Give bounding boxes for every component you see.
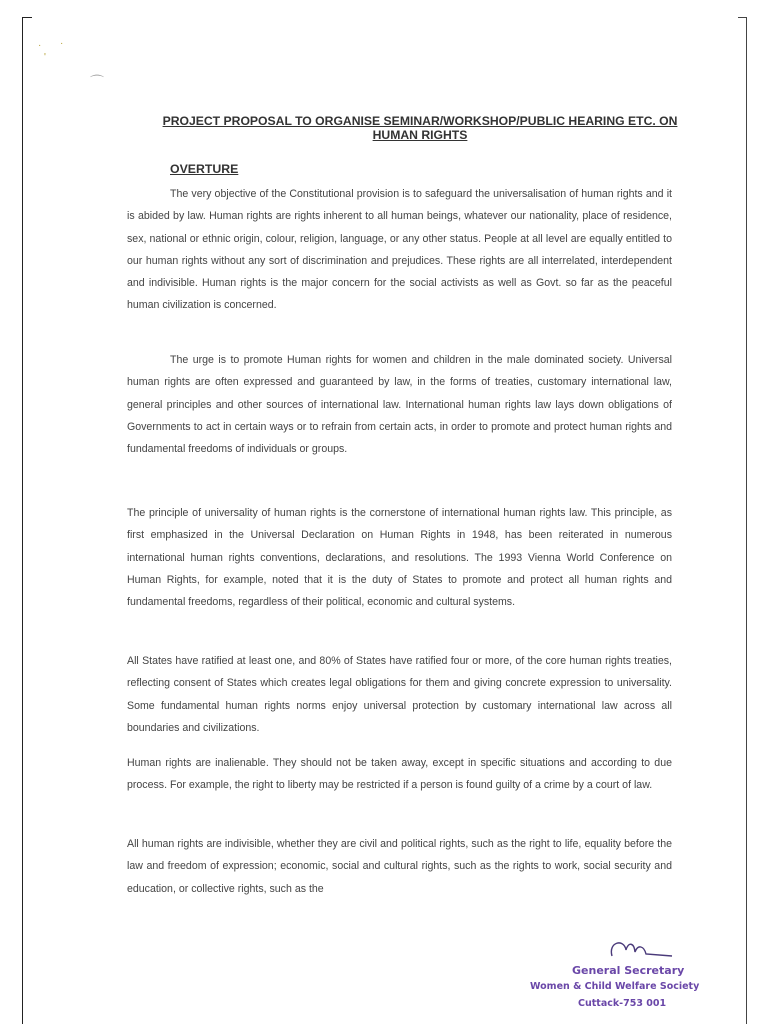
page-edge-right [746,17,747,1024]
paragraph-4: All States have ratified at least one, and 80% of States have ratified four or more, of the core human rights treaties, reflecting consent of States which creates legal obligations for them and giving concrete expression to universality. Some fundamental human rights norms enjoy universal protection by customary international law across all boundaries and civilizations. [127,655,672,734]
page-edge-left [22,17,23,1024]
paragraph-5: Human rights are inalienable. They should not be taken away, except in specific situations and according to due process. For example, the right to liberty may be restricted if a person is found guilty of a crime by a court of law. [127,757,672,792]
section-heading: OVERTURE [170,162,239,176]
scan-speck: ' [44,52,46,63]
scan-speck: · [60,38,64,49]
stamp-line-3: Cuttack-753 001 [578,998,667,1009]
page-edge-top [22,17,32,18]
stamp-line-1: General Secretary [572,964,685,977]
document-title: PROJECT PROPOSAL TO ORGANISE SEMINAR/WORKSHOP/PUBLIC HEARING ETC. ON HUMAN RIGHTS [162,114,678,142]
paragraph-3: The principle of universality of human rights is the cornerstone of international human rights law. This principle, as first emphasized in the Universal Declaration on Human Rights in 1948, has been reiterated in numerous international human rights conventions, declarations, and resolutions. The 1993 Vienna World Conference on Human Rights, for example, noted that it is the duty of States to promote and protect all human rights and fundamental freedoms, regardless of their political, economic and cultural systems. [127,507,672,609]
scan-mark: ⌒ [90,74,104,90]
stamp-line-2: Women & Child Welfare Society [530,981,700,992]
paragraph-2: The urge is to promote Human rights for women and children in the male dominated society. Universal human rights are often expressed and guaranteed by law, in the forms of treaties, customary international law, general principles and other sources of international law. International human rights law lays down obligations of Governments to act in certain ways or to refrain from certain acts, in order to promote and protect human rights and fundamental freedoms of individuals or groups. [127,354,672,456]
scan-speck: · [38,40,42,51]
paragraph-1: The very objective of the Constitutional provision is to safeguard the universalisation of human rights and it is abided by law. Human rights are rights inherent to all human beings, whatever our nationality, place of residence, sex, national or ethnic origin, colour, religion, language, or any other status. People at all level are equally entitled to our human rights without any sort of discrimination and prejudices. These rights are all interrelated, interdependent and indivisible. Human rights is the major concern for the social activists as well as Govt. so far as the peaceful human civilization is concerned. [127,188,672,312]
page-edge-top-right [738,17,747,18]
handwritten-signature [602,934,682,964]
paragraph-6: All human rights are indivisible, whether they are civil and political rights, such as the right to life, equality before the law and freedom of expression; economic, social and cultural rights, such as the rights to work, social security and education, or collective rights, such as the [127,838,672,895]
